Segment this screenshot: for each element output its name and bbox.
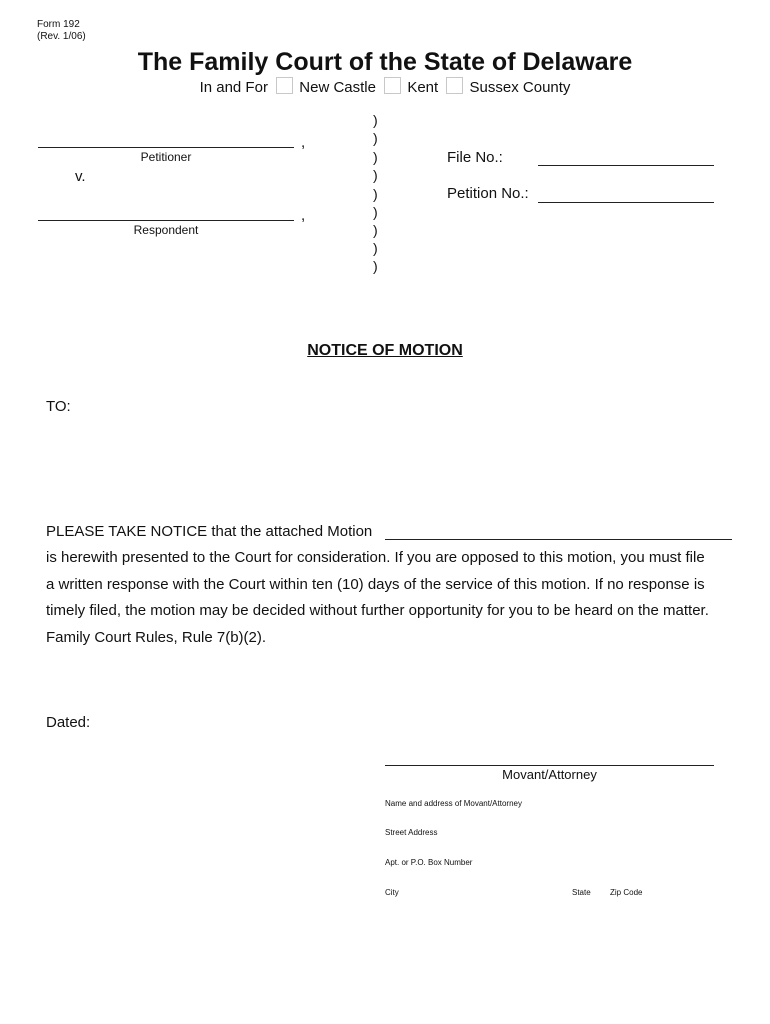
caption-paren: ) xyxy=(373,240,378,256)
caption-paren: ) xyxy=(373,186,378,202)
to-label: TO: xyxy=(46,398,71,415)
city-label: City xyxy=(385,888,399,897)
caption-paren: ) xyxy=(373,167,378,183)
court-title: The Family Court of the State of Delaware xyxy=(137,48,633,76)
notice-line: Family Court Rules, Rule 7(b)(2). xyxy=(46,629,267,646)
movant-signature-line[interactable] xyxy=(385,765,714,766)
dated-label: Dated: xyxy=(46,714,91,731)
kent-label: Kent xyxy=(407,79,439,96)
file-no-label: File No.: xyxy=(447,149,503,166)
respondent-line[interactable] xyxy=(38,220,294,221)
state-label: State xyxy=(572,888,591,897)
form-number: Form 192 xyxy=(37,19,80,30)
new-castle-checkbox[interactable] xyxy=(276,77,293,94)
file-no-field[interactable] xyxy=(538,165,714,166)
respondent-label: Respondent xyxy=(133,223,199,237)
notice-line: a written response with the Court within ten (10) days of the service of this motion. If no response is xyxy=(46,576,705,593)
street-address-label: Street Address xyxy=(385,828,438,837)
new-castle-label: New Castle xyxy=(299,79,376,96)
caption-paren: ) xyxy=(373,149,378,165)
name-address-label: Name and address of Movant/Attorney xyxy=(385,799,522,808)
caption-paren: ) xyxy=(373,204,378,220)
kent-checkbox[interactable] xyxy=(384,77,401,94)
petition-no-field[interactable] xyxy=(538,202,714,203)
petition-no-label: Petition No.: xyxy=(447,185,529,202)
petitioner-comma: , xyxy=(301,134,306,151)
sussex-county-checkbox[interactable] xyxy=(446,77,463,94)
form-revision: (Rev. 1/06) xyxy=(37,31,86,42)
caption-paren: ) xyxy=(373,258,378,274)
county-selector xyxy=(0,77,770,96)
caption-paren: ) xyxy=(373,130,378,146)
caption-paren: ) xyxy=(373,112,378,128)
apt-box-label: Apt. or P.O. Box Number xyxy=(385,858,473,867)
movant-label: Movant/Attorney xyxy=(502,767,597,782)
notice-heading: NOTICE OF MOTION xyxy=(307,342,463,359)
notice-line: timely filed, the motion may be decided without further opportunity for you to be heard on the matter. xyxy=(46,602,709,619)
in-and-for-label: In and For xyxy=(199,79,268,96)
notice-line: PLEASE TAKE NOTICE that the attached Motion xyxy=(46,523,373,540)
petitioner-line[interactable] xyxy=(38,147,294,148)
respondent-comma: , xyxy=(301,207,306,224)
versus-label: v. xyxy=(75,168,86,185)
caption-paren: ) xyxy=(373,222,378,238)
notice-line: is herewith presented to the Court for consideration. If you are opposed to this motion, you must file xyxy=(46,549,705,566)
zip-code-label: Zip Code xyxy=(610,888,643,897)
sussex-county-label: Sussex County xyxy=(469,79,571,96)
petitioner-label: Petitioner xyxy=(140,150,192,164)
motion-name-field[interactable] xyxy=(385,539,732,540)
